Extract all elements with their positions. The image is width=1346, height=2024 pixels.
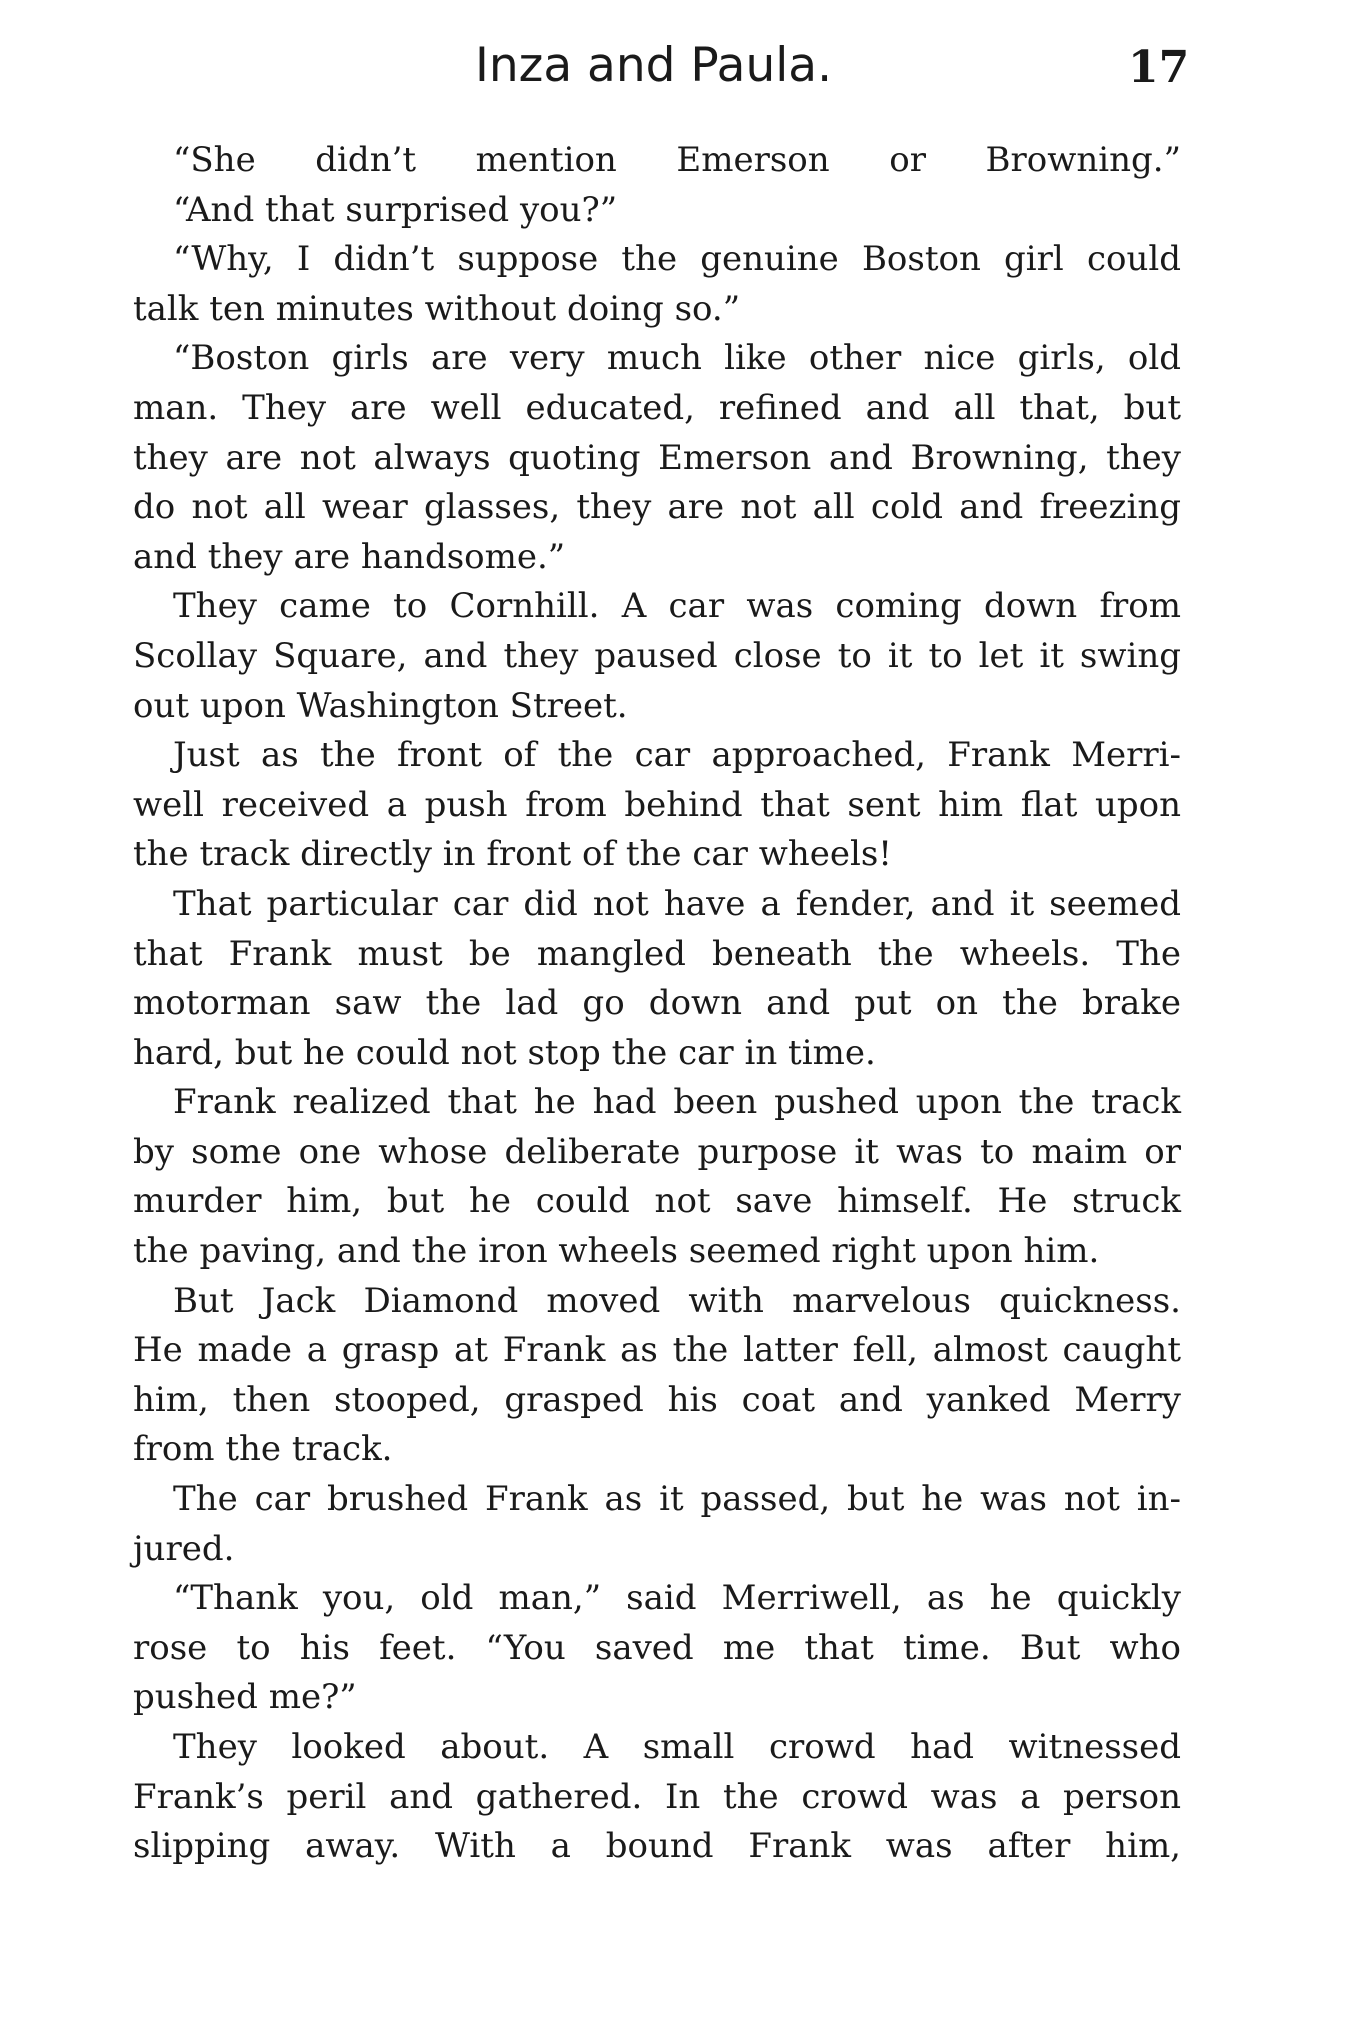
text-line: the track directly in front of the car wheels! [133, 834, 892, 875]
text-line: Frank realized that he had been pushed upon the track [173, 1082, 1181, 1123]
text-line: That particular car did not have a fender, and it seemed [173, 883, 1181, 924]
text-line: The car brushed Frank as it passed, but he was not in- [173, 1479, 1181, 1520]
text-line: rose to his feet. “You saved me that time. But who [133, 1627, 1181, 1668]
text-line: “Why, I didn’t suppose the genuine Boston girl could [173, 239, 1181, 280]
text-line: murder him, but he could not save himself. He struck [133, 1181, 1181, 1222]
text-line: “Thank you, old man,” said Merriwell, as he quickly [173, 1578, 1181, 1619]
text-line: They looked about. A small crowd had witnessed [173, 1727, 1181, 1767]
text-line: jured. [133, 1528, 235, 1569]
text-line: out upon Washington Street. [133, 685, 628, 726]
text-line: hard, but he could not stop the car in time. [133, 1032, 876, 1073]
text-line: from the track. [133, 1429, 393, 1470]
text-line: They came to Cornhill. A car was coming down from [173, 586, 1181, 627]
text-line: “She didn’t mention Emerson or Browning.” [173, 140, 1181, 180]
text-line: He made a grasp at Frank as the latter fell, almost caught [133, 1330, 1181, 1371]
text-line: “Boston girls are very much like other nice girls, old [173, 338, 1181, 379]
text-line: But Jack Diamond moved with marvelous quickness. [173, 1280, 1181, 1321]
text-line: pushed me?” [133, 1677, 357, 1718]
text-line: “And that surprised you?” [173, 189, 618, 230]
text-line: Just as the front of the car approached, Frank Merri- [173, 735, 1181, 776]
text-line: motorman saw the lad go down and put on the brake [133, 983, 1181, 1024]
text-line: do not all wear glasses, they are not all cold and freezing [133, 487, 1181, 528]
text-line: by some one whose deliberate purpose it was to maim or [133, 1131, 1181, 1172]
text-line: well received a push from behind that sent him flat upon [133, 784, 1181, 825]
text-line: they are not always quoting Emerson and Browning, they [133, 437, 1181, 478]
text-line: him, then stooped, grasped his coat and yanked Merry [133, 1379, 1181, 1420]
text-line: the paving, and the iron wheels seemed right upon him. [133, 1231, 1100, 1272]
text-line: Scollay Square, and they paused close to it to let it swing [133, 635, 1181, 676]
text-line: slipping away. With a bound Frank was after him, [133, 1826, 1181, 1867]
page-number: 17 [1128, 42, 1190, 93]
text-line: and they are handsome.” [133, 536, 566, 577]
text-line: Frank’s peril and gathered. In the crowd was a person [133, 1776, 1181, 1817]
text-line: man. They are well educated, refined and all that, but [133, 387, 1181, 428]
body-text [133, 136, 1181, 1872]
text-line: that Frank must be mangled beneath the wheels. The [133, 933, 1181, 974]
running-head [0, 38, 1346, 118]
chapter-title: Inza and Paula. [475, 38, 833, 93]
text-line: talk ten minutes without doing so.” [133, 288, 741, 329]
